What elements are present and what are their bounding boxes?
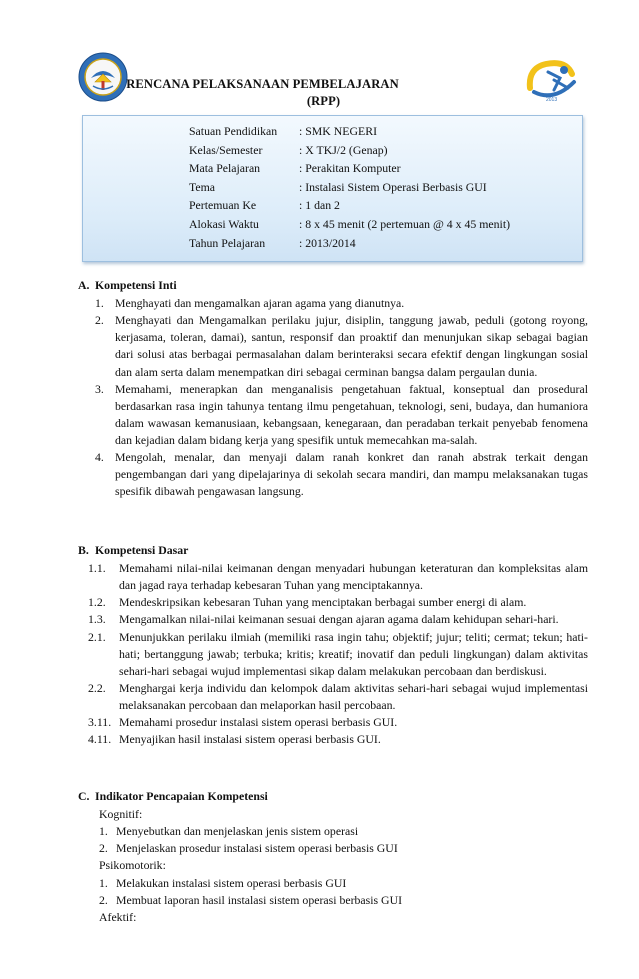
list-item [88,714,588,731]
item-number: 4. [95,450,104,465]
document-subtitle: (RPP) [306,94,341,108]
item-number: 2.1. [88,629,106,644]
section-letter: B. [78,543,89,557]
info-value: : 8 x 45 menit (2 pertemuan @ 4 x 45 menit) [299,216,511,231]
item-number: 1. [95,296,104,311]
info-row [189,143,510,162]
info-label: Mata Pelajaran [189,161,261,176]
section-heading [78,543,588,560]
item-number: 1.2. [88,595,106,610]
info-label: Tahun Pelajaran [189,235,266,250]
section-heading [78,789,588,806]
item-text: Menjelaskan prosedur instalasi sistem operasi berbasis GUI [116,841,398,856]
svg-text:2013: 2013 [546,97,558,103]
item-text: Melakukan instalasi sistem operasi berbasis GUI [116,875,347,890]
list-item [88,731,588,748]
info-table [189,124,510,254]
item-text: Mengolah, menalar, dan menyaji dalam ranah konkret dan ranah abstrak terkait dengan pengembangan dari yang dipelajarinya di sekolah secara mandiri, dan mampu melaksanakan tugas spesifik dibawah pengawasan langsung. [115,450,588,499]
item-text: Menyajikan hasil instalasi sistem operasi berbasis GUI. [119,732,381,747]
item-number: 2. [99,841,108,856]
item-number: 1.1. [88,561,106,576]
info-label: Pertemuan Ke [189,198,257,213]
info-label: Satuan Pendidikan [189,124,278,138]
item-number: 2. [95,313,104,328]
list-item [88,611,588,628]
item-number: 3.11. [88,715,112,730]
info-value: : X TKJ/2 (Genap) [299,142,388,157]
subheading-afektif: Afektif: [99,909,137,924]
info-value: : SMK NEGERI [299,124,377,138]
subheading-psikomotorik: Psikomotorik: [99,858,166,873]
item-number: 1. [99,875,108,890]
info-value: : Instalasi Sistem Operasi Berbasis GUI [299,179,487,194]
section-indikator [78,789,588,926]
list-item [88,560,588,594]
list-item [88,594,588,611]
item-text: Mendeskripsikan kebesaran Tuhan yang menciptakan berbagai sumber energi di alam. [119,595,527,610]
section-title: Kompetensi Inti [95,278,177,292]
item-number: 4.11. [88,732,112,747]
list-item [95,449,588,500]
info-row [189,217,510,236]
section-letter: C. [78,789,90,803]
item-number: 2.2. [88,680,106,695]
info-row [189,180,510,199]
list-item [78,875,588,892]
document-title: RENCANA PELAKSANAAN PEMBELAJARAN [126,77,399,91]
section-letter: A. [78,278,90,292]
list-item [95,381,588,449]
info-value: : 1 dan 2 [299,198,340,213]
list-item [88,680,588,714]
item-text: Menghargai kerja individu dan kelompok dalam aktivitas sehari-hari sebagai wujud implementasi melaksanakan percobaan dan melaporkan hasil percobaan. [119,680,588,712]
list-item [78,823,588,840]
item-number: 2. [99,892,108,907]
info-value: : 2013/2014 [299,235,356,250]
item-text: Menyebutkan dan menjelaskan jenis sistem operasi [116,824,359,839]
section-heading [78,278,588,295]
section-kompetensi-inti [78,278,588,500]
item-text: Memahami nilai-nilai keimanan dengan menyadari hubungan keteraturan dan kompleksitas alam dan jagad raya terhadap kebesaran Tuhan yang menciptakannya. [119,561,588,593]
item-text: Menghayati dan Mengamalkan perilaku jujur, disiplin, tanggung jawab, peduli (gotong royong, kerjasama, toleran, damai), santun, responsif dan proaktif dan menunjukan sikap sebagai bagian dari solusi atas berbagai permasalahan dalam berinteraksi secara efektif dengan lingkungan sosial dan alam serta dalam menempatkan diri sebagai cerminan bangsa dalam pergaulan dunia. [115,313,588,379]
info-row [189,124,510,143]
item-number: 1.3. [88,612,106,627]
section-kompetensi-dasar [78,543,588,748]
info-row [189,161,510,180]
item-text: Menghayati dan mengamalkan ajaran agama yang dianutnya. [115,296,405,311]
info-label: Alokasi Waktu [189,216,259,231]
subheading-kognitif: Kognitif: [99,807,143,822]
section-title: Indikator Pencapaian Kompetensi [95,789,268,803]
info-row [189,236,510,255]
list-item [88,629,588,680]
item-number: 3. [95,381,104,396]
info-row [189,198,510,217]
list-item [78,840,588,857]
item-number: 1. [99,824,108,839]
item-text: Memahami prosedur instalasi sistem operasi berbasis GUI. [119,715,398,730]
item-text: Menunjukkan perilaku ilmiah (memiliki rasa ingin tahu; objektif; jujur; teliti; cermat; tekun; hati-hati; bertanggung jawab; terbuka; kritis; kreatif; inovatif dan peduli lingkungan) dalam aktivitas sehari-hari sebagai wujud implementasi sikap dalam melakukan percobaan dan berdiskusi. [119,629,588,678]
section-title: Kompetensi Dasar [95,543,189,557]
list-item [95,312,588,380]
info-label: Tema [189,179,216,194]
info-value: : Perakitan Komputer [299,161,401,176]
item-text: Memahami, menerapkan dan menganalisis pengetahuan faktual, konseptual dan prosedural berdasarkan rasa ingin tahunya tentang ilmu pengetahuan, teknologi, seni, budaya, dan humaniora dalam wawasan kemanusiaan, kebangsaan, kenegaraan, dan peradaban terkait penyebab fenomena dan kejadian dalam bidang kerja yang spesifik untuk memecahkan ma-salah. [115,381,588,447]
list-item [95,295,588,312]
item-text: Mengamalkan nilai-nilai keimanan sesuai dengan ajaran agama dalam kehidupan sehari-hari. [119,612,559,627]
item-text: Membuat laporan hasil instalasi sistem operasi berbasis GUI [116,892,403,907]
info-label: Kelas/Semester [189,142,263,157]
list-item [78,892,588,909]
